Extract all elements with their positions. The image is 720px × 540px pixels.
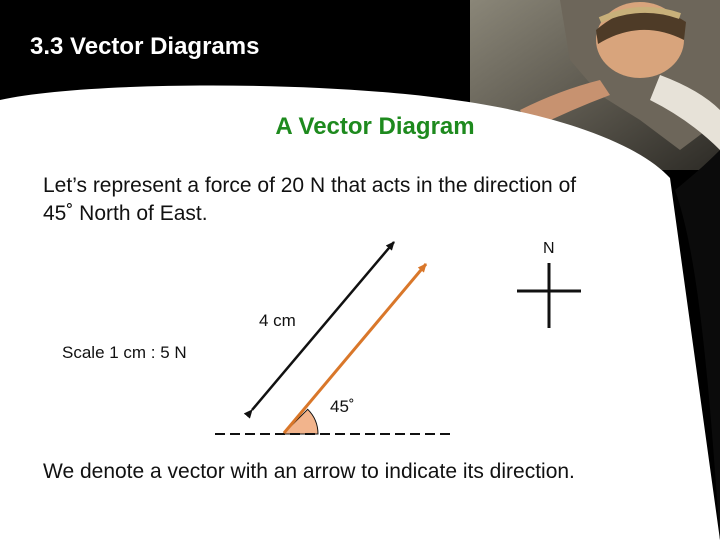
slide-subtitle: A Vector Diagram	[275, 113, 475, 140]
compass-icon	[517, 263, 581, 328]
intro-text-line-2: 45˚ North of East.	[43, 202, 208, 225]
slide-title: 3.3 Vector Diagrams	[30, 33, 260, 60]
conclusion-text: We denote a vector with an arrow to indicate its direction.	[43, 460, 575, 483]
scale-label: Scale 1 cm : 5 N	[62, 343, 187, 362]
vector-length-label: 4 cm	[259, 311, 296, 330]
north-label: N	[543, 240, 555, 257]
angle-label: 45˚	[330, 397, 355, 416]
intro-text-line-1: Let’s represent a force of 20 N that acts in the direction of	[43, 174, 577, 197]
